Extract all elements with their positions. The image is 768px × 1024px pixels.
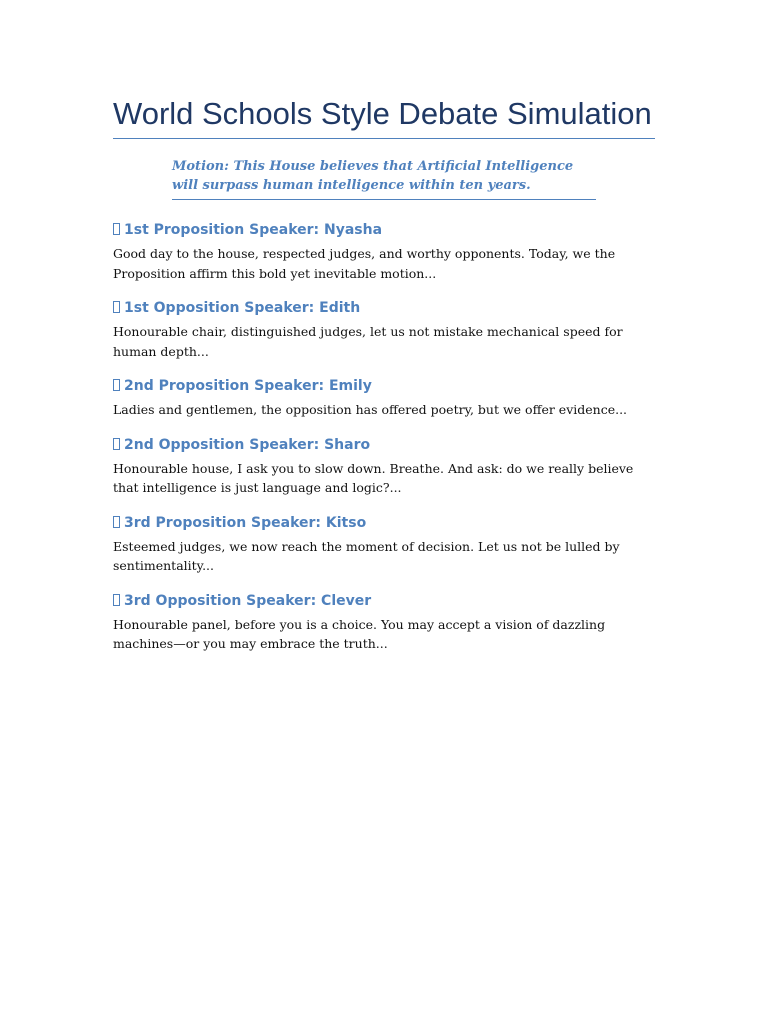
speaker-heading — [113, 221, 655, 240]
speaker-heading-text: 3rd Proposition Speaker: Kitso — [124, 514, 367, 531]
speaker-section-6 — [113, 592, 655, 654]
speech-excerpt: Honourable chair, distinguished judges, let us not mistake mechanical speed for human depth... — [113, 324, 623, 359]
speaker-heading — [113, 299, 655, 318]
speaker-heading — [113, 436, 655, 455]
speaker-heading — [113, 514, 655, 533]
speaker-heading-text: 2nd Opposition Speaker: Sharo — [124, 436, 371, 453]
motion-statement: Motion: This House believes that Artificial Intelligence will surpass human intelligence within ten years. — [172, 157, 596, 200]
speaker-heading-text: 3rd Opposition Speaker: Clever — [124, 592, 372, 609]
missing-glyph-icon — [113, 438, 120, 450]
speaker-sections — [113, 221, 655, 654]
speech-excerpt: Honourable panel, before you is a choice. You may accept a vision of dazzling machines—or you may embrace the truth... — [113, 616, 606, 651]
speaker-section-3 — [113, 377, 655, 420]
speech-excerpt: Ladies and gentlemen, the opposition has offered poetry, but we offer evidence... — [113, 402, 628, 417]
speaker-section-1 — [113, 221, 655, 283]
speaker-section-4 — [113, 436, 655, 498]
speaker-section-5 — [113, 514, 655, 576]
speech-excerpt: Good day to the house, respected judges, and worthy opponents. Today, we the Proposition affirm this bold yet inevitable motion... — [113, 246, 616, 281]
missing-glyph-icon — [113, 594, 120, 606]
missing-glyph-icon — [113, 301, 120, 313]
speaker-heading-text: 1st Opposition Speaker: Edith — [124, 300, 361, 316]
speech-excerpt: Honourable house, I ask you to slow down. Breathe. And ask: do we really believe that intelligence is just language and logic?... — [113, 460, 634, 495]
missing-glyph-icon — [113, 516, 120, 528]
speaker-heading — [113, 377, 655, 396]
missing-glyph-icon — [113, 379, 120, 391]
speech-excerpt: Esteemed judges, we now reach the moment of decision. Let us not be lulled by sentimentality... — [113, 538, 620, 573]
speaker-heading-text: 2nd Proposition Speaker: Emily — [124, 378, 372, 394]
speaker-section-2 — [113, 299, 655, 361]
speaker-heading — [113, 592, 655, 611]
speaker-heading-text: 1st Proposition Speaker: Nyasha — [124, 222, 383, 238]
missing-glyph-icon — [113, 223, 120, 235]
document-title: World Schools Style Debate Simulation — [113, 0, 655, 139]
document-page — [113, 0, 655, 670]
